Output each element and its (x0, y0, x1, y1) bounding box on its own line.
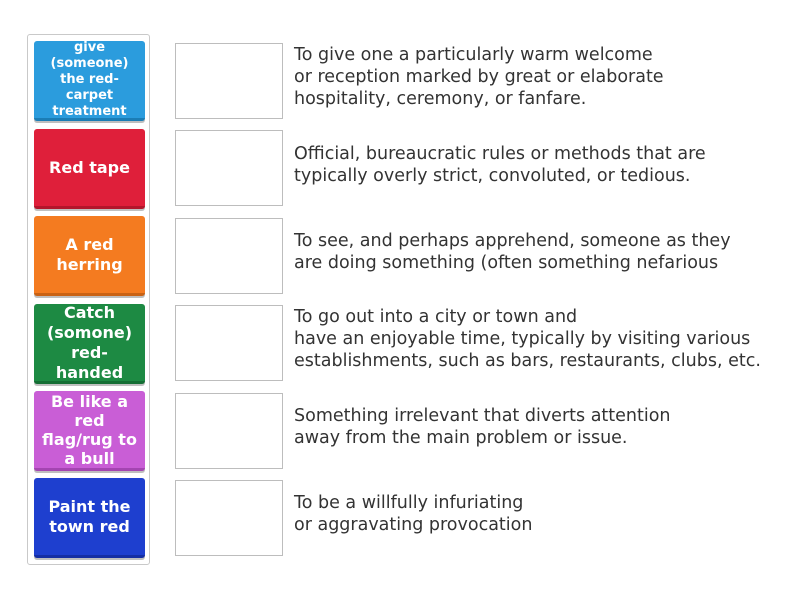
term-bank (27, 34, 150, 565)
term-tile-red-tape[interactable] (34, 129, 145, 209)
term-tile-red-handed[interactable] (34, 304, 145, 384)
term-label: Catch (somone) red-handed (46, 302, 133, 382)
drop-slot-1[interactable] (175, 43, 283, 119)
term-tile-red-herring[interactable] (34, 216, 145, 296)
definition-text-6: To be a willfully infuriating or aggravating provocation (294, 493, 533, 535)
drop-slot-4[interactable] (175, 305, 283, 381)
term-label: A red herring (56, 234, 123, 274)
term-label: give (someone) the red-carpet treatment (50, 39, 129, 119)
term-label: Red tape (49, 157, 130, 177)
term-tile-red-carpet[interactable] (34, 41, 145, 121)
definition-text-4: To go out into a city or town and have an enjoyable time, typically by visiting various establishments, such as bars, restaurants, clubs, etc. (294, 307, 761, 371)
drop-slot-6[interactable] (175, 480, 283, 556)
drop-slot-5[interactable] (175, 393, 283, 469)
definition-text-2: Official, bureaucratic rules or methods that are typically overly strict, convoluted, or tedious. (294, 144, 706, 186)
drop-slot-3[interactable] (175, 218, 283, 294)
term-tile-red-flag[interactable] (34, 391, 145, 471)
term-tile-paint-town-red[interactable] (34, 478, 145, 558)
definition-text-1: To give one a particularly warm welcome or reception marked by great or elaborate hospitality, ceremony, or fanfare. (294, 45, 664, 109)
definition-text-3: To see, and perhaps apprehend, someone as they are doing something (often something nefarious (294, 231, 731, 273)
term-label: Be like a red flag/rug to a bull (42, 391, 137, 468)
term-label: Paint the town red (48, 496, 131, 536)
drop-slot-2[interactable] (175, 130, 283, 206)
definition-text-5: Something irrelevant that diverts attention away from the main problem or issue. (294, 406, 671, 448)
